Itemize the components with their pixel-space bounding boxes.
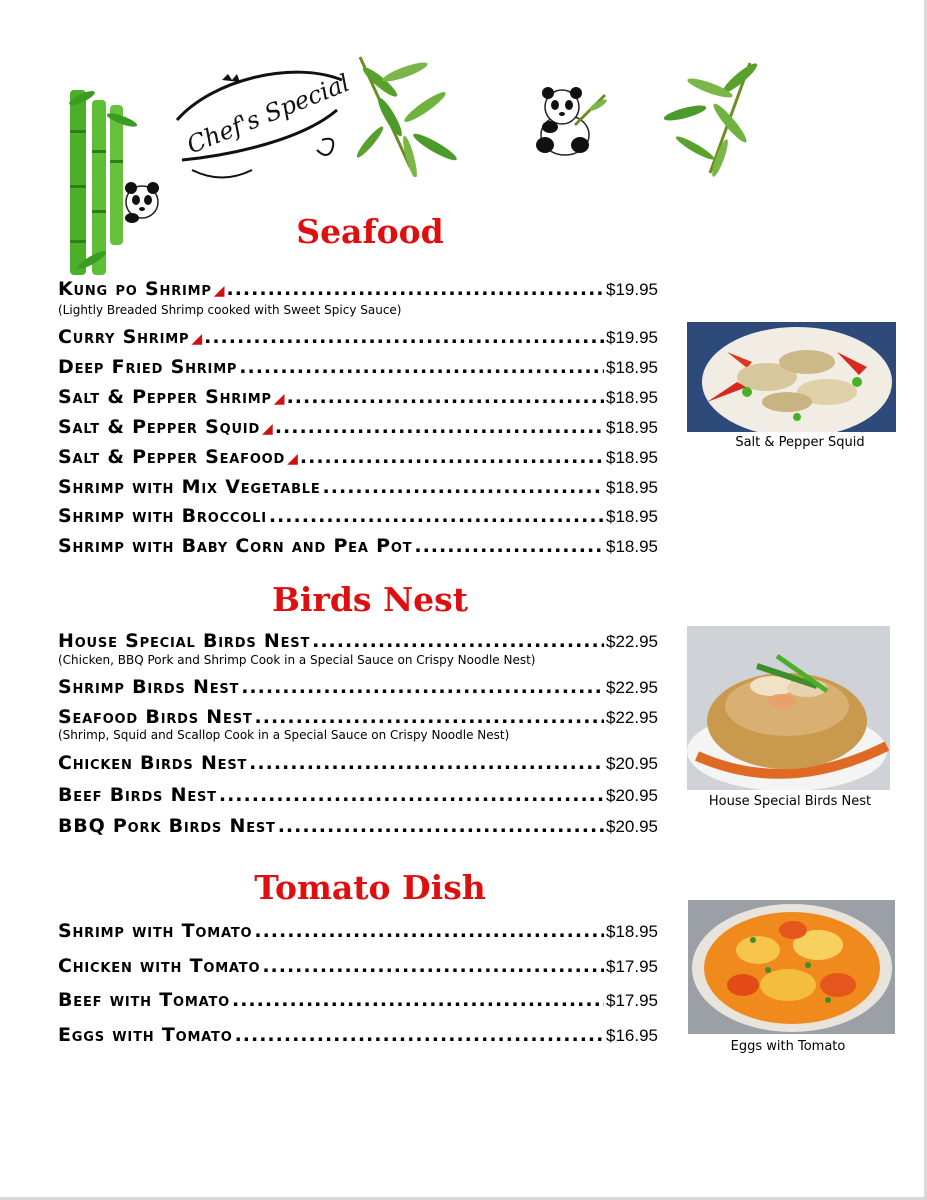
photo-caption: Salt & Pepper Squid <box>735 435 865 450</box>
dot-leader <box>219 784 604 806</box>
dish-description: (Lightly Breaded Shrimp cooked with Sweet Spicy Sauce) <box>58 303 402 317</box>
dish-name: Beef Birds Nest <box>58 784 217 806</box>
dish-name: Seafood Birds Nest <box>58 706 253 728</box>
salt-pepper-squid-photo <box>687 322 896 432</box>
dot-leader <box>323 476 604 498</box>
dish-name: Shrimp Birds Nest <box>58 676 240 698</box>
dot-leader <box>241 676 604 698</box>
menu-item <box>58 476 658 502</box>
chili-pepper-icon: ◢ <box>213 283 225 299</box>
menu-item <box>58 416 658 442</box>
dish-name: Chicken with Tomato <box>58 955 261 977</box>
dot-leader <box>287 386 604 408</box>
dish-price: $18.95 <box>606 448 658 467</box>
dish-name: Salt & Pepper Shrimp <box>58 386 272 408</box>
dish-name: Salt & Pepper Seafood <box>58 446 286 468</box>
menu-item <box>58 386 658 412</box>
dish-name: Eggs with Tomato <box>58 1024 233 1046</box>
menu-item <box>58 356 658 382</box>
section-title-tomato-dish: Tomato Dish <box>254 868 486 907</box>
dot-leader <box>255 706 604 728</box>
dot-leader <box>249 752 604 774</box>
menu-item <box>58 446 658 472</box>
menu-item <box>58 676 658 702</box>
dish-price: $18.95 <box>606 922 658 941</box>
dot-leader <box>235 1024 604 1046</box>
menu-item <box>58 505 658 531</box>
chili-pepper-icon: ◢ <box>287 451 298 467</box>
dish-price: $18.95 <box>606 388 658 407</box>
bamboo-leaves-icon <box>650 58 770 178</box>
dish-name: Shrimp with Broccoli <box>58 505 267 527</box>
dish-price: $18.95 <box>606 418 658 437</box>
dish-name: Beef with Tomato <box>58 989 230 1011</box>
menu-item <box>58 955 658 981</box>
dish-price: $22.95 <box>606 708 658 727</box>
menu-item <box>58 752 658 778</box>
panda-icon <box>520 85 610 160</box>
photo-caption: Eggs with Tomato <box>730 1039 846 1054</box>
menu-item <box>58 326 658 352</box>
dish-price: $22.95 <box>606 632 658 651</box>
dot-leader <box>232 989 604 1011</box>
dish-price: $18.95 <box>606 507 658 526</box>
dot-leader <box>300 446 604 468</box>
menu-item <box>58 989 658 1015</box>
menu-item <box>58 535 658 561</box>
dot-leader <box>269 505 604 527</box>
dish-name: Salt & Pepper Squid <box>58 416 261 438</box>
dish-description: (Chicken, BBQ Pork and Shrimp Cook in a Special Sauce on Crispy Noodle Nest) <box>58 653 536 667</box>
house-special-birds-nest-photo <box>687 626 890 790</box>
dish-price: $18.95 <box>606 537 658 556</box>
dish-name: Kung po Shrimp <box>58 278 212 300</box>
menu-item <box>58 815 658 841</box>
dot-leader <box>227 278 605 300</box>
dish-name: Curry Shrimp <box>58 326 190 348</box>
chili-pepper-icon: ◢ <box>273 391 285 407</box>
dish-price: $16.95 <box>606 1026 658 1045</box>
menu-item <box>58 784 658 810</box>
chefs-special-logo-text: Chef's Special <box>183 68 354 160</box>
section-title-birds-nest: Birds Nest <box>272 580 468 619</box>
dish-price: $18.95 <box>606 478 658 497</box>
dish-price: $17.95 <box>606 957 658 976</box>
dish-price: $18.95 <box>606 358 658 377</box>
dot-leader <box>414 535 604 557</box>
dish-price: $20.95 <box>606 754 658 773</box>
chili-pepper-icon: ◢ <box>262 421 273 437</box>
chili-pepper-icon: ◢ <box>191 331 203 347</box>
menu-item <box>58 920 658 946</box>
dish-description: (Shrimp, Squid and Scallop Cook in a Special Sauce on Crispy Noodle Nest) <box>58 728 510 742</box>
dish-price: $20.95 <box>606 817 658 836</box>
bamboo-leaves-icon <box>350 52 470 177</box>
dish-name: Deep Fried Shrimp <box>58 356 238 378</box>
dish-name: Shrimp with Tomato <box>58 920 253 942</box>
dot-leader <box>204 326 604 348</box>
menu-item <box>58 1024 658 1050</box>
section-title-seafood: Seafood <box>296 212 444 251</box>
dish-name: Shrimp with Baby Corn and Pea Pot <box>58 535 413 557</box>
dish-name: Shrimp with Mix Vegetable <box>58 476 321 498</box>
chefs-special-logo <box>172 60 352 190</box>
dot-leader <box>312 630 604 652</box>
dot-leader <box>239 356 604 378</box>
dish-price: $20.95 <box>606 786 658 805</box>
dot-leader <box>275 416 604 438</box>
dish-price: $19.95 <box>606 280 658 299</box>
dot-leader <box>278 815 604 837</box>
dish-price: $22.95 <box>606 678 658 697</box>
dish-name: House Special Birds Nest <box>58 630 311 652</box>
photo-caption: House Special Birds Nest <box>708 794 872 809</box>
dish-price: $19.95 <box>606 328 658 347</box>
dish-price: $17.95 <box>606 991 658 1010</box>
dish-name: BBQ Pork Birds Nest <box>58 815 276 837</box>
dot-leader <box>254 920 604 942</box>
menu-item <box>58 278 658 304</box>
dot-leader <box>262 955 604 977</box>
eggs-with-tomato-photo <box>688 900 895 1034</box>
dish-name: Chicken Birds Nest <box>58 752 248 774</box>
